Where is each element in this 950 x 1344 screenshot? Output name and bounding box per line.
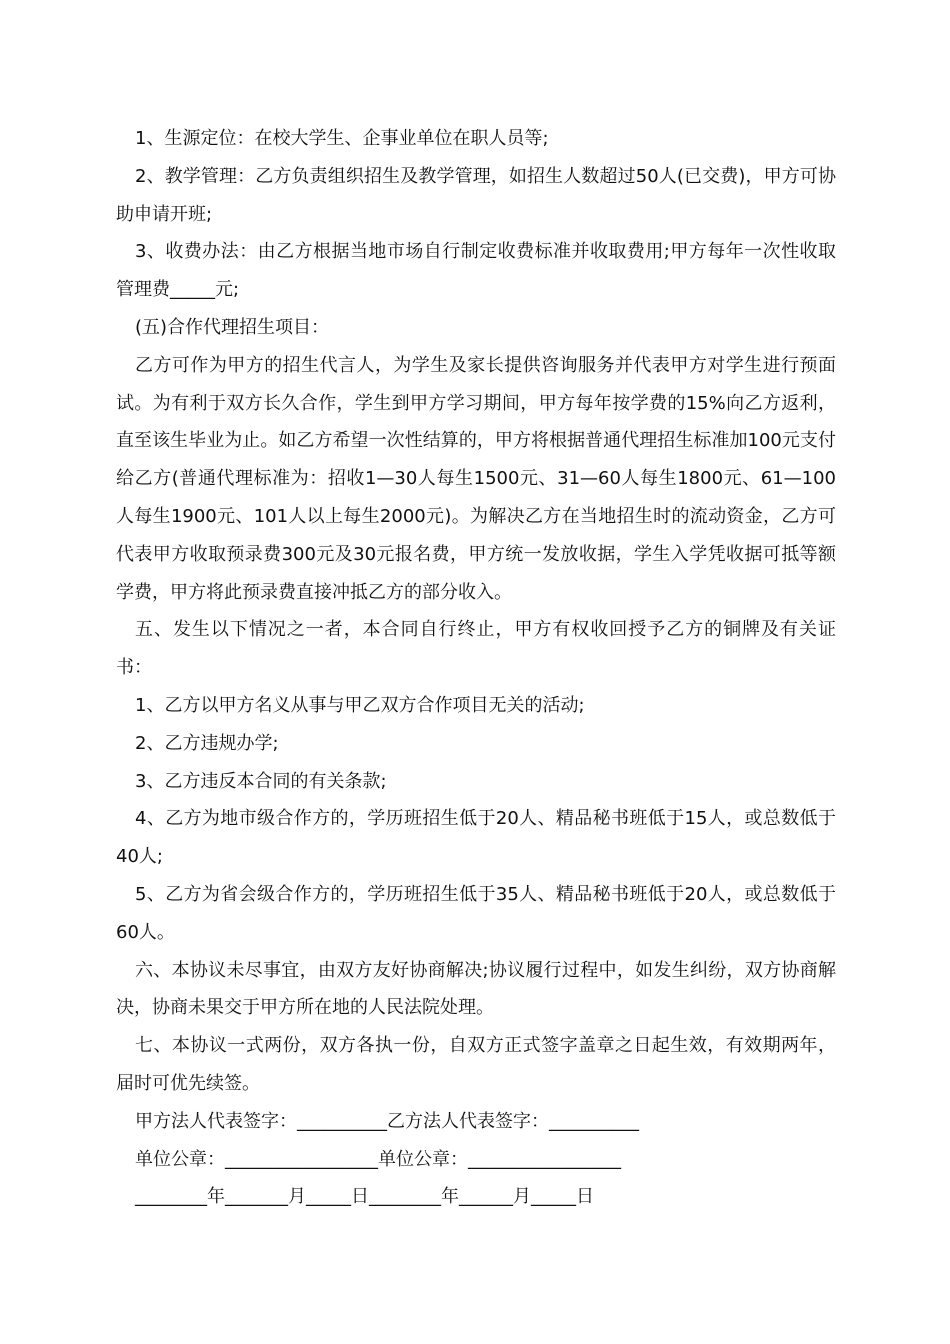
paragraph: 六、本协议未尽事宜，由双方友好协商解决;协议履行过程中，如发生纠纷，双方协商解决，协商未果交于甲方所在地的人民法院处理。 — [116, 959, 836, 1019]
date-line: ________年_______月_____日________年______月_____日 — [135, 1186, 594, 1208]
list-item: 4、乙方为地市级合作方的，学历班招生低于20人、精品秘书班低于15人，或总数低于40人; — [116, 808, 836, 868]
document-page — [116, 120, 836, 1216]
paragraph: 1、生源定位：在校大学生、企事业单位在职人员等; — [135, 128, 549, 149]
section-heading: 五、发生以下情况之一者，本合同自行终止，甲方有权收回授予乙方的铜牌及有关证书： — [116, 619, 836, 679]
list-item: 5、乙方为省会级合作方的，学历班招生低于35人、精品秘书班低于20人，或总数低于60人。 — [116, 883, 836, 943]
seal-line: 单位公章：_________________单位公章：_________________ — [135, 1148, 621, 1170]
paragraph: 乙方可作为甲方的招生代言人，为学生及家长提供咨询服务并代表甲方对学生进行预面试。为有利于双方长久合作，学生到甲方学习期间，甲方每年按学费的15%向乙方返利，直至该生毕业为止。如乙方希望一次性结算的，甲方将根据普通代理招生标准加100元支付给乙方(普通代理标准为：招收1—30人每生1500元、31—60人每生1800元、61—100人每生1900元、101人以上每生2000元)。为解决乙方在当地招生时的流动资金，乙方可代表甲方收取预录费300元及30元报名费，甲方统一发放收据，学生入学凭收据可抵等额学费，甲方将此预录费直接冲抵乙方的部分收入。 — [116, 354, 836, 603]
paragraph: 2、教学管理：乙方负责组织招生及教学管理，如招生人数超过50人(已交费)，甲方可协助申请开班; — [116, 165, 836, 225]
section-heading: (五)合作代理招生项目： — [135, 316, 330, 338]
list-item: 2、乙方违规办学; — [135, 732, 279, 754]
list-item: 3、乙方违反本合同的有关条款; — [135, 770, 387, 792]
paragraph: 3、收费办法：由乙方根据当地市场自行制定收费标准并收取费用;甲方每年一次性收取管理费_____元; — [116, 241, 836, 301]
list-item: 1、乙方以甲方名义从事与甲乙双方合作项目无关的活动; — [135, 694, 585, 716]
paragraph: 七、本协议一式两份，双方各执一份，自双方正式签字盖章之日起生效，有效期两年，届时可优先续签。 — [116, 1035, 836, 1094]
signature-line: 甲方法人代表签字：__________乙方法人代表签字：__________ — [135, 1110, 639, 1132]
